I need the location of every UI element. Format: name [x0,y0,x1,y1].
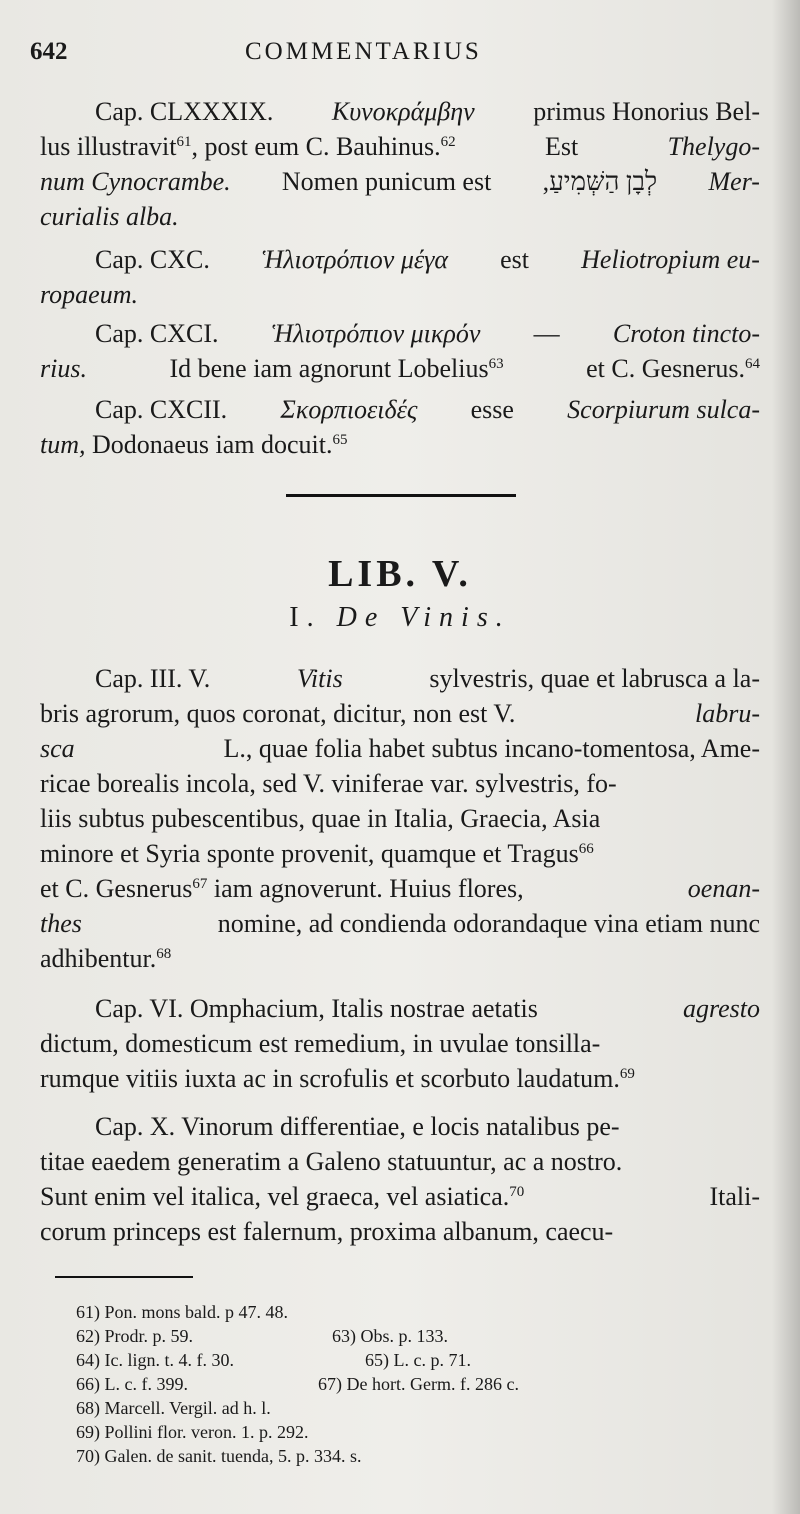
text-line: ricae borealis incola, sed V. viniferae var. sylvestris, fo- [40,769,617,798]
text-line: ropaeum. [40,280,138,309]
text-line: rius. Id bene iam agnorunt Lobelius$^{63}$ et C. Gesnerus.$^{64}$ [40,354,760,383]
section-divider [286,494,516,497]
text-line: Cap. X. Vinorum differentiae, e locis natalibus pe- [95,1112,620,1141]
text-line: dictum, domesticum est remedium, in uvulae tonsilla- [40,1029,601,1058]
text-line: minore et Syria sponte provenit, quamque et Tragus$^{66}$ [40,839,594,868]
footnote: 63) Obs. p. 133. [332,1326,448,1346]
text-line: sca L., quae folia habet subtus incano-tomentosa, Ame- [40,734,760,763]
text-line: curialis alba. [40,202,179,231]
footnote-ref: 66 [578,841,594,857]
text-line: et C. Gesnerus$^{67}$ iam agnoverunt. Huius flores, oenan- [40,874,760,903]
page-header [30,38,770,78]
hebrew-text: לְבָן הַשְּׁמִיעַ, [542,167,658,196]
footnote: 61) Pon. mons bald. p 47. 48. [76,1302,289,1322]
text-line: titae eaedem generatim a Galeno statuuntur, ac a nostro. [40,1147,623,1176]
footnote-divider [55,1276,193,1278]
footnote-ref: 62 [440,134,456,150]
footnote: 64) Ic. lign. t. 4. f. 30. [76,1350,234,1370]
footnote-ref: 61 [176,134,192,150]
footnote: 68) Marcell. Vergil. ad h. l. [76,1398,271,1418]
text-line: num Cynocrambe. Nomen punicum est לְבָן הַשְּׁמִיעַ, Mer- [40,165,760,199]
footnote-ref: 70 [509,1184,525,1200]
running-title: COMMENTARIUS [245,38,482,65]
footnote-ref: 64 [745,356,760,372]
text-line: bris agrorum, quos coronat, dicitur, non est V. labru- [40,699,760,728]
text-line: Cap. CXC. Ἡλιοτρόπιον μέγα est Heliotropium eu- [95,245,760,274]
text-line: corum princeps est falernum, proxima albanum, caecu- [40,1217,614,1246]
text-line: tum, Dodonaeus iam docuit.$^{65}$ [40,430,348,459]
book-title: LIB. V. [328,553,472,595]
footnote: 65) L. c. p. 71. [365,1350,471,1370]
footnote: 69) Pollini flor. veron. 1. p. 292. [76,1422,309,1442]
footnote-ref: 63 [488,356,504,372]
text-line: rumque vitiis iuxta ac in scrofulis et scorbuto laudatum.$^{69}$ [40,1064,635,1093]
footnote: 70) Galen. de sanit. tuenda, 5. p. 334. s. [76,1446,362,1466]
text-line: Cap. VI. Omphacium, Italis nostrae aetatis agresto [95,994,760,1023]
text-line: Cap. CXCI. Ἡλιοτρόπιον μικρόν — Croton tincto- [95,319,760,348]
footnote-ref: 68 [156,946,172,962]
footnote: 67) De hort. Germ. f. 286 c. [318,1374,519,1394]
footnote: 66) L. c. f. 399. [76,1374,188,1394]
page-edge-shadow [772,0,800,1514]
footnote-ref: 65 [332,432,348,448]
footnote-ref: 67 [192,876,208,892]
text-line: Cap. III. V. Vitis sylvestris, quae et labrusca a la- [95,664,760,693]
text-line: liis subtus pubescentibus, quae in Italia, Graecia, Asia [40,804,601,833]
text-line: adhibentur.$^{68}$ [40,944,172,973]
text-line: Sunt enim vel italica, vel graeca, vel asiatica.$^{70}$ Itali- [40,1182,760,1211]
text-line: Cap. CLXXXIX. Κυνοκράμβην primus Honorius Bel- [95,97,760,126]
section-title: I. De Vinis. [289,602,511,633]
footnote-ref: 69 [619,1066,635,1082]
text-line: Cap. CXCII. Σκορπιοειδές esse Scorpiurum sulca- [95,395,760,424]
text-line: lus illustravit$^{61}$, post eum C. Bauhinus.$^{62}$ Est Thelygo- [40,132,760,161]
footnote: 62) Prodr. p. 59. [76,1326,193,1346]
text-line: thes nomine, ad condienda odorandaque vina etiam nunc [40,909,760,938]
page-number: 642 [30,38,68,65]
